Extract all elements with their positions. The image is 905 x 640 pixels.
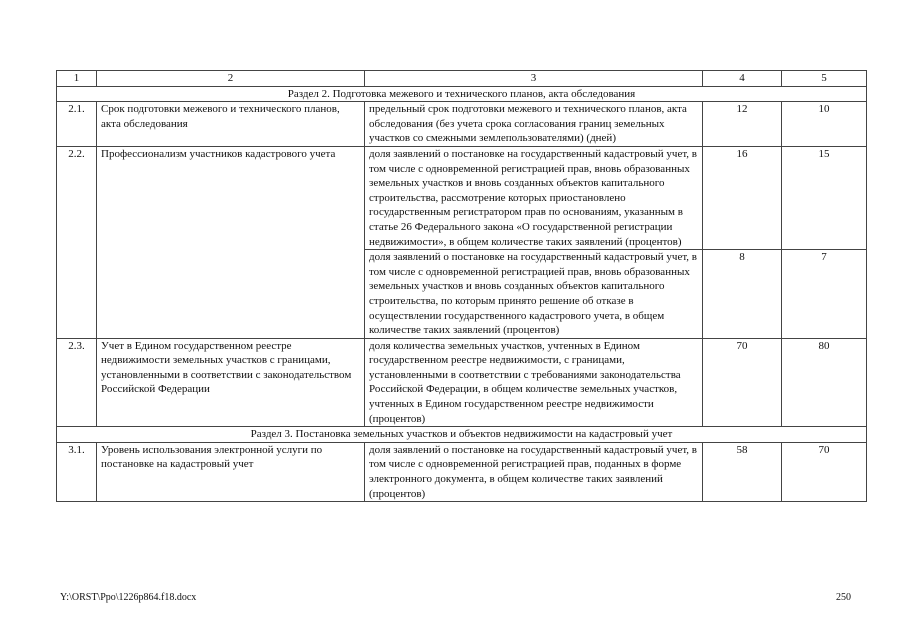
footer-page-number: 250 (836, 592, 851, 603)
row-value-5: 7 (782, 250, 867, 339)
row-indicator: доля заявлений о постановке на государственный кадастровый учет, в том числе с одновременной регистрацией прав, поданных в форме электронного документа, в общем количестве таких заявлений (процентов) (365, 442, 703, 501)
row-indicator: доля заявлений о постановке на государственный кадастровый учет, в том числе с одновременной регистрацией прав, вновь образованных земельных участков и вновь созданных объектов капитального строительства, рассмотрение которых приостановлено государственным регистратором прав по основаниям, указанным в статье 26 Федерального закона «О государственной регистрации недвижимости», в общем количестве таких заявлений (процентов) (365, 146, 703, 249)
row-number: 3.1. (57, 442, 97, 501)
column-number-5: 5 (782, 71, 867, 87)
row-value-4: 12 (703, 102, 782, 147)
row-value-4: 8 (703, 250, 782, 339)
section-3-row (57, 427, 867, 443)
column-number-4: 4 (703, 71, 782, 87)
indicators-table (56, 70, 867, 502)
row-value-5: 70 (782, 442, 867, 501)
row-name: Уровень использования электронной услуги по постановке на кадастровый учет (97, 442, 365, 501)
table-row-3-1 (57, 442, 867, 501)
column-number-row (57, 71, 867, 87)
row-indicator: предельный срок подготовки межевого и технического планов, акта обследования (без учета срока согласования границ земельных участков со смежными землепользователями) (дней) (365, 102, 703, 147)
table-row-2-2a (57, 146, 867, 249)
footer-file-path: Y:\ORST\Ppo\1226p864.f18.docx (60, 592, 197, 603)
column-number-1: 1 (57, 71, 97, 87)
row-value-4: 70 (703, 338, 782, 427)
row-value-5: 15 (782, 146, 867, 249)
section-2-title: Раздел 2. Подготовка межевого и технического планов, акта обследования (57, 86, 867, 102)
row-name: Учет в Едином государственном реестре недвижимости земельных участков с границами, установленными в соответствии с законодательством Российской Федерации (97, 338, 365, 427)
column-number-2: 2 (97, 71, 365, 87)
section-2-row (57, 86, 867, 102)
row-name: Профессионализм участников кадастрового учета (97, 146, 365, 338)
row-number: 2.1. (57, 102, 97, 147)
column-number-3: 3 (365, 71, 703, 87)
row-value-4: 58 (703, 442, 782, 501)
row-value-4: 16 (703, 146, 782, 249)
row-value-5: 80 (782, 338, 867, 427)
row-name: Срок подготовки межевого и технического планов, акта обследования (97, 102, 365, 147)
row-value-5: 10 (782, 102, 867, 147)
row-number: 2.2. (57, 146, 97, 338)
row-indicator: доля заявлений о постановке на государственный кадастровый учет, в том числе с одновременной регистрацией прав, вновь образованных земельных участков и вновь созданных объектов капитального строительства, по которым принято решение об отказе в осуществлении государственного кадастрового учета, в общем количестве таких заявлений (процентов) (365, 250, 703, 339)
section-3-title: Раздел 3. Постановка земельных участков и объектов недвижимости на кадастровый учет (57, 427, 867, 443)
row-number: 2.3. (57, 338, 97, 427)
table-row-2-1 (57, 102, 867, 147)
row-indicator: доля количества земельных участков, учтенных в Едином государственном реестре недвижимости, с границами, установленными в соответствии с требованиями законодательства Российской Федерации, в общем количестве земельных участков, учтенных в Едином государственном реестре недвижимости (процентов) (365, 338, 703, 427)
table-row-2-3 (57, 338, 867, 427)
